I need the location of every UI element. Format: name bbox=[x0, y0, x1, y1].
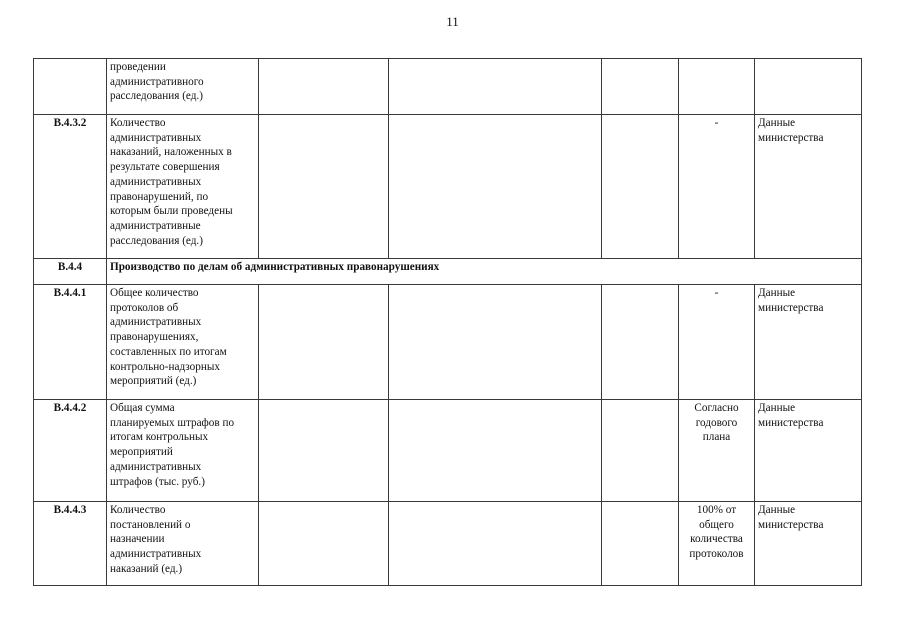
indicator-description: Общее количество протоколов об административных правонарушениях, составленных по итогам контрольно-надзорных мероприятий (ед.) bbox=[107, 285, 259, 400]
table-row bbox=[34, 285, 862, 400]
page-number: 11 bbox=[446, 14, 459, 29]
indicator-code bbox=[34, 59, 107, 115]
empty-cell bbox=[389, 115, 602, 259]
indicator-value: - bbox=[679, 285, 755, 400]
empty-cell bbox=[259, 502, 389, 586]
empty-cell bbox=[389, 59, 602, 115]
indicator-value: - bbox=[679, 115, 755, 259]
indicator-source: Данные министерства bbox=[755, 115, 862, 259]
empty-cell bbox=[602, 115, 679, 259]
section-title: Производство по делам об административных правонарушениях bbox=[107, 259, 862, 285]
indicator-source: Данные министерства bbox=[755, 285, 862, 400]
empty-cell bbox=[602, 400, 679, 502]
indicators-table bbox=[33, 58, 862, 586]
empty-cell bbox=[389, 285, 602, 400]
indicator-value bbox=[679, 59, 755, 115]
indicator-code: В.4.4.3 bbox=[34, 502, 107, 586]
empty-cell bbox=[602, 285, 679, 400]
table-row bbox=[34, 400, 862, 502]
indicator-description: Количество административных наказаний, наложенных в результате совершения административных правонарушений, по которым были проведены административные расследования (ед.) bbox=[107, 115, 259, 259]
table-row bbox=[34, 115, 862, 259]
indicator-description: Общая сумма планируемых штрафов по итогам контрольных мероприятий административных штрафов (тыс. руб.) bbox=[107, 400, 259, 502]
empty-cell bbox=[602, 502, 679, 586]
indicator-source: Данные министерства bbox=[755, 502, 862, 586]
indicator-value: Согласно годового плана bbox=[679, 400, 755, 502]
table-row bbox=[34, 59, 862, 115]
empty-cell bbox=[259, 115, 389, 259]
indicator-code: В.4.4.1 bbox=[34, 285, 107, 400]
section-code: В.4.4 bbox=[34, 259, 107, 285]
empty-cell bbox=[602, 59, 679, 115]
indicator-source bbox=[755, 59, 862, 115]
section-row bbox=[34, 259, 862, 285]
indicator-code: В.4.3.2 bbox=[34, 115, 107, 259]
indicator-source: Данные министерства bbox=[755, 400, 862, 502]
table-row bbox=[34, 502, 862, 586]
indicator-description: проведении административного расследования (ед.) bbox=[107, 59, 259, 115]
empty-cell bbox=[389, 400, 602, 502]
indicator-code: В.4.4.2 bbox=[34, 400, 107, 502]
empty-cell bbox=[259, 400, 389, 502]
empty-cell bbox=[389, 502, 602, 586]
indicator-value: 100% от общего количества протоколов bbox=[679, 502, 755, 586]
indicator-description: Количество постановлений о назначении административных наказаний (ед.) bbox=[107, 502, 259, 586]
empty-cell bbox=[259, 285, 389, 400]
empty-cell bbox=[259, 59, 389, 115]
